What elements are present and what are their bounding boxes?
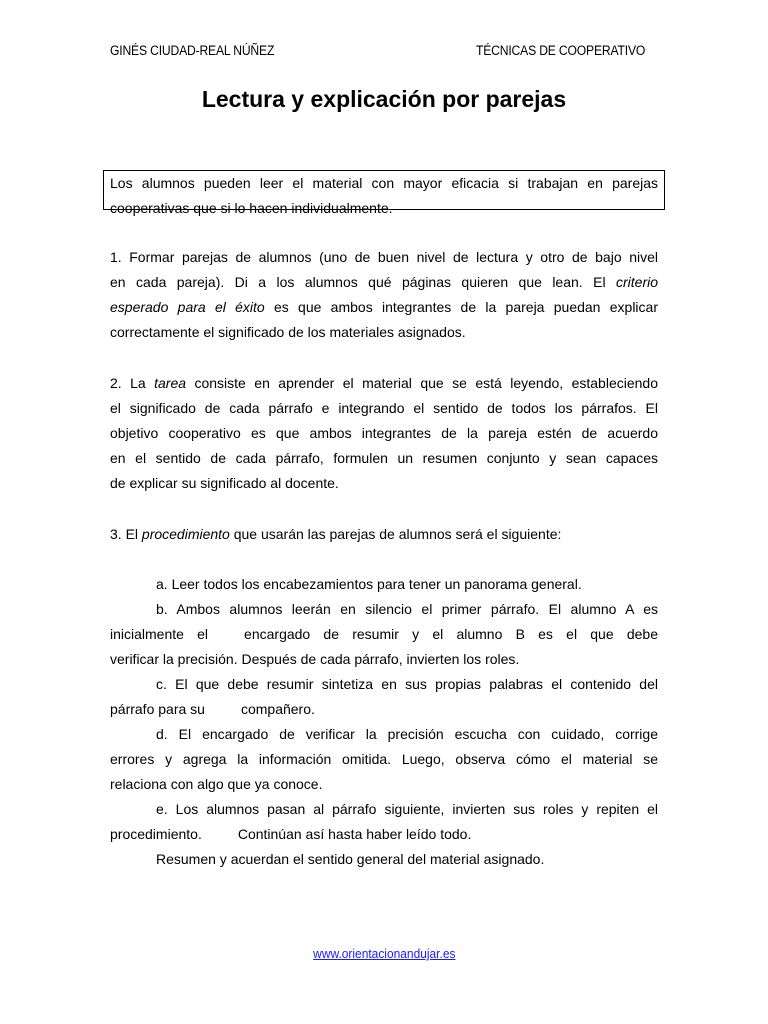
step-2-line-2: el significado de cada párrafo e integrando el sentido de todos los párrafos. El: [110, 400, 658, 416]
intro-line-2: cooperativas que si lo hacen individualmente.: [110, 200, 393, 216]
step-3-line: 3. El procedimiento que usarán las parejas de alumnos será el siguiente:: [110, 526, 562, 542]
intro-line-1: Los alumnos pueden leer el material con mayor eficacia si trabajan en parejas: [110, 175, 658, 191]
substep-d-line-1: d. El encargado de verificar la precisión escucha con cuidado, corrige: [156, 726, 658, 742]
substep-b-line-3: verificar la precisión. Después de cada párrafo, invierten los roles.: [110, 651, 520, 667]
substep-summary: Resumen y acuerdan el sentido general del material asignado.: [156, 851, 545, 867]
header-subject: TÉCNICAS DE COOPERATIVO: [476, 43, 646, 58]
substep-e-line-1: e. Los alumnos pasan al párrafo siguiente, invierten sus roles y repiten el: [156, 801, 658, 817]
step-2-line-4: en el sentido de cada párrafo, formulen un resumen conjunto y sean capaces: [110, 450, 658, 466]
website-link[interactable]: www.orientacionandujar.es: [312, 946, 456, 961]
substep-c-line-2: párrafo para su compañero.: [110, 701, 315, 717]
step-3-paragraph: [110, 522, 658, 547]
substep-b-line-1: b. Ambos alumnos leerán en silencio el primer párrafo. El alumno A es: [156, 601, 658, 617]
substep-b-line-2: inicialmente el encargado de resumir y el alumno B es el que debe: [110, 626, 658, 642]
header-author: GINÉS CIUDAD-REAL NÚÑEZ: [110, 43, 275, 58]
step-2-line-3: objetivo cooperativo es que ambos integrantes de la pareja estén de acuerdo: [110, 425, 658, 441]
substep-c-line-1: c. El que debe resumir sintetiza en sus propias palabras el contenido del: [156, 676, 658, 692]
step-2-line-5: de explicar su significado al docente.: [110, 475, 339, 491]
substep-d-line-2: errores y agrega la información omitida. Luego, observa cómo el material se: [110, 751, 658, 767]
step-1-paragraph: [110, 245, 658, 345]
page-title: Lectura y explicación por parejas: [201, 86, 567, 112]
substeps-list: [110, 572, 658, 872]
substep-d-line-3: relaciona con algo que ya conoce.: [110, 776, 323, 792]
intro-box: [103, 170, 665, 216]
step-1-line-4: correctamente el significado de los materiales asignados.: [110, 324, 466, 340]
step-1-line-2: en cada pareja). Di a los alumnos qué páginas quieren que lean. El criterio: [110, 274, 659, 290]
step-2-paragraph: [110, 371, 658, 496]
step-1-line-1: 1. Formar parejas de alumnos (uno de buen nivel de lectura y otro de bajo nivel: [110, 249, 658, 265]
substep-e-line-2: procedimiento. Continúan así hasta haber leído todo.: [110, 826, 472, 842]
footer: [0, 946, 768, 961]
step-1-line-3: esperado para el éxito es que ambos integrantes de la pareja puedan explicar: [110, 299, 658, 315]
step-2-line-1: 2. La tarea consiste en aprender el material que se está leyendo, estableciendo: [110, 375, 658, 391]
substep-a: a. Leer todos los encabezamientos para tener un panorama general.: [156, 576, 582, 592]
